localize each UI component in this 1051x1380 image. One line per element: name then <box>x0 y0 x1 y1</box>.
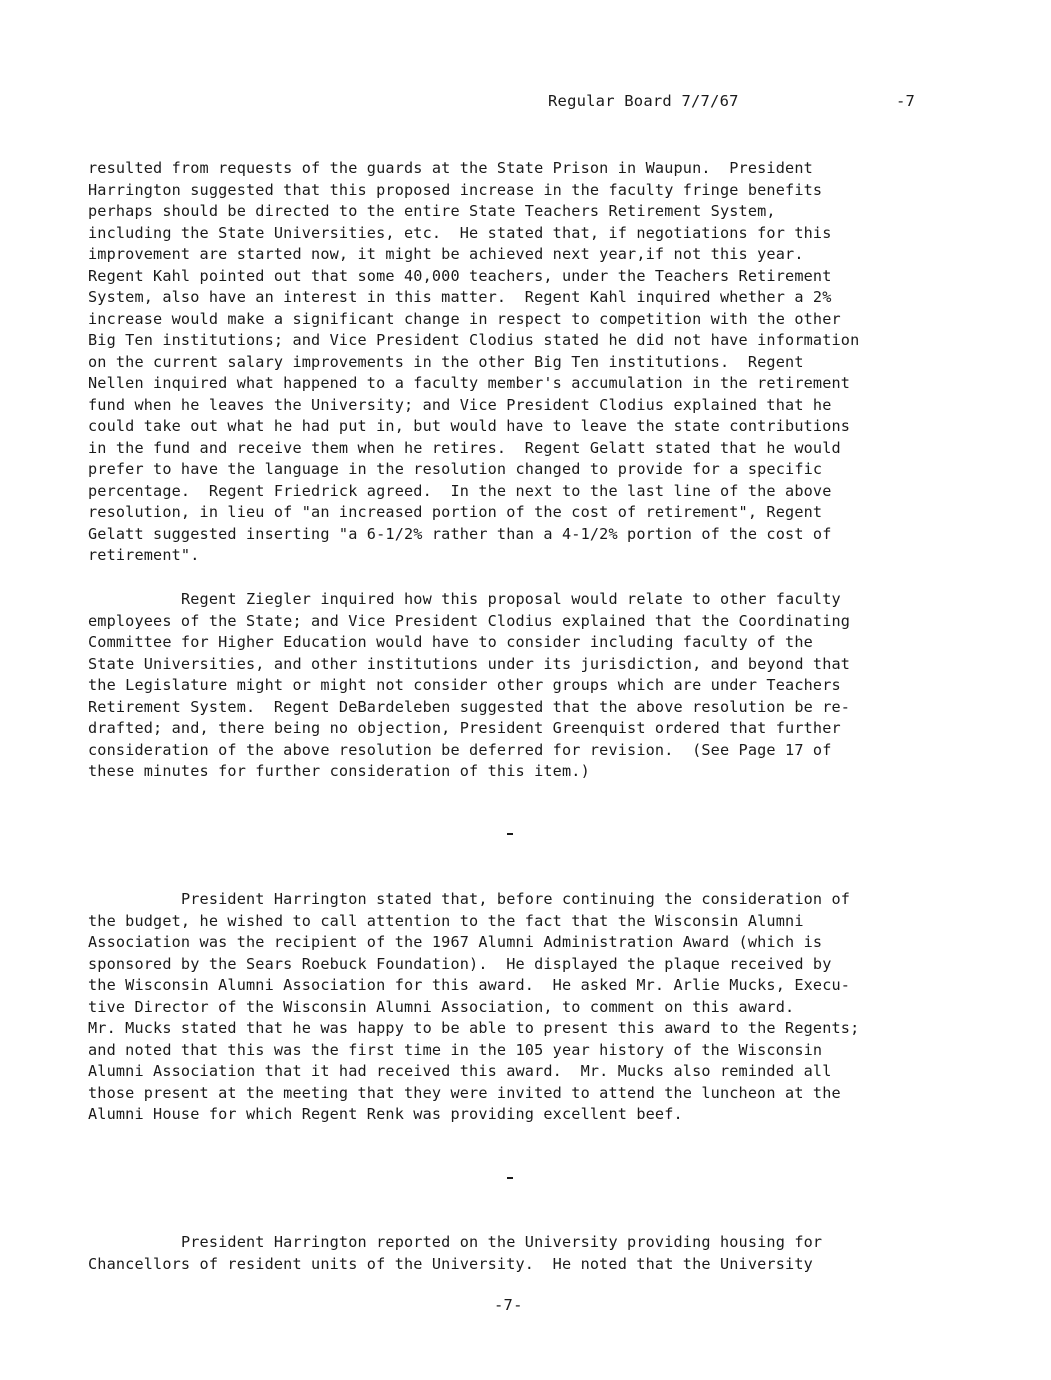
paragraph-chancellor-housing: President Harrington reported on the University providing housing for Chancellors of resident units of the University. He noted that the University <box>88 1233 823 1273</box>
page-footer-number: -7- <box>494 1296 523 1314</box>
paragraph-ziegler-inquiry: Regent Ziegler inquired how this proposal would relate to other faculty employees of the State; and Vice President Clodius explained that the Coordinating Committee for Higher Education would have to consider including faculty of the State Universities, and other institutions under its jurisdiction, and beyond that the Legislature might or might not consider other groups which are under Teachers Retirement System. Regent DeBardeleben suggested that the above resolution be re- drafted; and, there being no objection, President Greenquist ordered that further consideration of the above resolution be deferred for revision. (See Page 17 of these minutes for further consideration of this item.) <box>88 590 851 780</box>
section-separator <box>507 833 513 835</box>
running-title: Regular Board 7/7/67 <box>548 92 739 110</box>
paragraph-alumni-award: President Harrington stated that, before continuing the consideration of the budget, he wished to call attention to the fact that the Wisconsin Alumni Association was the recipient of the 1967 Alumni Administration Award (which is sponsored by the Sears Roebuck Foundation). He displayed the plaque received by the Wisconsin Alumni Association for this award. He asked Mr. Arlie Mucks, Execu- tive Director of the Wisconsin Alumni Association, to comment on this award. Mr. Mucks stated that he was happy to be able to present this award to the Regents; and noted that this was the first time in the 105 year history of the Wisconsin Alumni Association that it had received this award. Mr. Mucks also reminded all those present at the meeting that they were invited to attend the luncheon at the Alumni House for which Regent Renk was providing excellent beef. <box>88 890 860 1123</box>
section-separator <box>507 1177 513 1179</box>
paragraph-retirement-discussion: resulted from requests of the guards at the State Prison in Waupun. President Harrington suggested that this proposed increase in the faculty fringe benefits perhaps should be directed to the entire State Teachers Retirement System, including the State Universities, etc. He stated that, if negotiations for this improvement are started now, it might be achieved next year,if not this year. Regent Kahl pointed out that some 40,000 teachers, under the Teachers Retirement System, also have an interest in this matter. Regent Kahl inquired whether a 2% increase would make a significant change in respect to competition with the other Big Ten institutions; and Vice President Clodius stated he did not have information on the current salary improvements in the other Big Ten institutions. Regent Nellen inquired what happened to a faculty member's accumulation in the retirement fund when he leaves the University; and Vice President Clodius explained that he could take out what he had put in, but would have to leave the state contributions in the fund and receive them when he retires. Regent Gelatt stated that he would prefer to have the language in the resolution changed to provide for a specific percentage. Regent Friedrick agreed. In the next to the last line of the above resolution, in lieu of "an increased portion of the cost of retirement", Regent Gelatt suggested inserting "a 6-1/2% rather than a 4-1/2% portion of the cost of retirement". <box>88 159 860 564</box>
header-page-number: -7 <box>896 92 916 110</box>
page-header <box>548 92 916 110</box>
